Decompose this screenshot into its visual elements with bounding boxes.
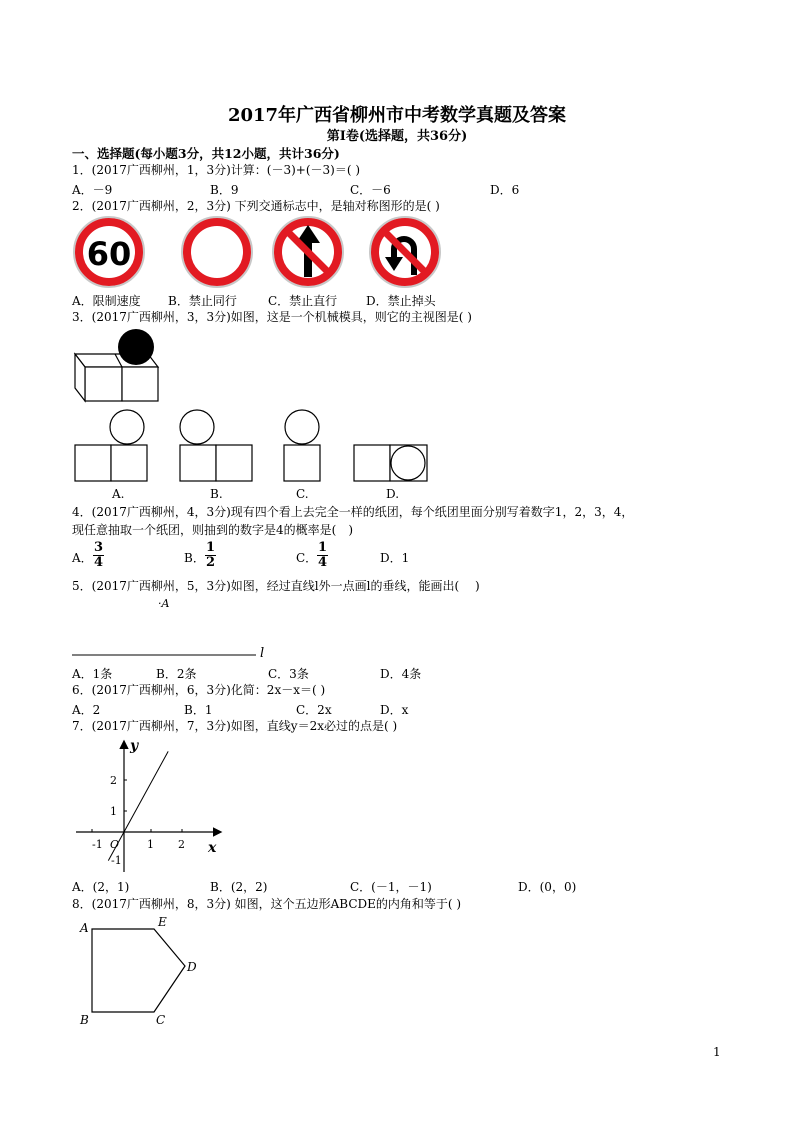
- q5-line-label: l: [260, 646, 265, 661]
- q1-option-d: D．6: [490, 183, 520, 197]
- part-subtitle: 第Ⅰ卷(选择题，共36分): [326, 129, 468, 144]
- no-straight-sign-icon: [273, 217, 343, 287]
- q4-option-c-label: C．: [296, 551, 318, 565]
- origin-label: O: [110, 838, 120, 851]
- y-tick-1: 1: [110, 805, 117, 818]
- q6-option-d: D．x: [380, 703, 409, 717]
- section-heading: 一、选择题(每小题3分，共12小题，共计36分): [72, 146, 340, 161]
- q5-option-d: D．4条: [380, 667, 422, 681]
- q5-option-c: C．3条: [268, 667, 309, 681]
- q4-option-b-label: B．: [184, 551, 205, 565]
- q2-option-d: D．禁止掉头: [366, 294, 436, 308]
- q7-option-c: C．(－1，－1): [350, 880, 432, 894]
- speed-limit-text: 60: [86, 235, 132, 273]
- q4-option-a-denominator: 4: [94, 555, 104, 570]
- q4-stem-line2: 现任意抽取一个纸团，则抽到的数字是4的概率是( ): [72, 523, 354, 537]
- q4-option-a-numerator: 3: [94, 540, 104, 555]
- q1-stem: 1．(2017广西柳州，1，3分)计算：(－3)+(－3)＝( ): [72, 163, 361, 177]
- vertex-c-label: C: [156, 1013, 166, 1027]
- no-vehicles-sign-icon: [182, 217, 252, 287]
- q2-option-b: B．禁止同行: [168, 294, 237, 308]
- q3-stem: 3．(2017广西柳州，3，3分)如图，这是一个机械模具，则它的主视图是( ): [72, 310, 472, 324]
- q5-option-b: B．2条: [156, 667, 197, 681]
- q4-option-b-numerator: 1: [206, 540, 216, 555]
- q4-option-c-numerator: 1: [318, 540, 328, 555]
- q7-stem: 7．(2017广西柳州，7，3分)如图，直线y＝2x必过的点是( ): [72, 719, 398, 733]
- q3-options-figures: [70, 405, 440, 485]
- q4-option-c-fraction: [317, 541, 328, 570]
- y-tick-2: 2: [110, 774, 117, 787]
- q6-option-c: C．2x: [296, 703, 332, 717]
- vertex-a-label: A: [80, 921, 89, 935]
- q3-option-c: C.: [296, 487, 309, 501]
- q7-option-b: B．(2，2): [210, 880, 268, 894]
- q6-stem: 6．(2017广西柳州，6，3分)化简：2x－x＝( ): [72, 683, 326, 697]
- page-title: 2017年广西省柳州市中考数学真题及答案: [227, 105, 567, 126]
- q2-option-a: A．限制速度: [72, 294, 141, 308]
- q5-stem: 5．(2017广西柳州，5，3分)如图，经过直线l外一点画l的垂线，能画出( ): [72, 579, 480, 593]
- x-tick-1: 1: [147, 838, 154, 851]
- q2-stem: 2．(2017广西柳州，2，3分) 下列交通标志中，是轴对称图形的是( ): [72, 199, 440, 213]
- y-tick-neg1: -1: [111, 854, 122, 867]
- x-axis-label: x: [208, 840, 217, 856]
- q7-option-d: D．(0，0): [518, 880, 577, 894]
- q6-option-a: A．2: [72, 703, 101, 717]
- y-axis-label: y: [130, 738, 139, 754]
- q7-coordinate-graph: [70, 734, 230, 874]
- vertex-d-label: D: [187, 960, 197, 974]
- q2-traffic-signs: [70, 215, 460, 291]
- q4-option-d: D．1: [380, 551, 410, 565]
- q4-option-b-denominator: 2: [206, 555, 216, 570]
- q8-pentagon-figure: [70, 912, 220, 1032]
- q4-option-a-label: A．: [72, 551, 93, 565]
- q7-option-a: A．(2，1): [72, 880, 130, 894]
- vertex-e-label: E: [158, 915, 167, 929]
- q2-option-c: C．禁止直行: [268, 294, 338, 308]
- q4-option-b-fraction: [205, 541, 216, 570]
- q6-option-b: B．1: [184, 703, 213, 717]
- speed-limit-sign-icon: [74, 217, 144, 287]
- q1-option-a: A．－9: [72, 183, 113, 197]
- x-tick-2: 2: [178, 838, 185, 851]
- q4-option-a-fraction: [93, 541, 104, 570]
- q3-option-d: D.: [386, 487, 400, 501]
- q3-mold-figure: [70, 326, 170, 406]
- q5-option-a: A．1条: [72, 667, 113, 681]
- no-u-turn-sign-icon: [370, 217, 440, 287]
- q1-option-c: C．－6: [350, 183, 391, 197]
- pentagon-abcde: [92, 929, 185, 1012]
- x-tick-neg1: -1: [92, 838, 103, 851]
- q8-stem: 8．(2017广西柳州，8，3分) 如图，这个五边形ABCDE的内角和等于( ): [72, 897, 462, 911]
- q4-stem-line1: 4．(2017广西柳州，4，3分)现有四个看上去完全一样的纸团，每个纸团里面分别写着数字1，2，3，4，: [72, 505, 634, 519]
- vertex-b-label: B: [80, 1013, 89, 1027]
- q3-option-a: A.: [112, 487, 125, 501]
- page-number: 1: [713, 1045, 721, 1059]
- q5-point-label: ·A: [158, 597, 170, 610]
- q4-option-c-denominator: 4: [318, 555, 328, 570]
- q5-line-figure: [70, 648, 270, 662]
- q1-option-b: B．9: [210, 183, 239, 197]
- q3-option-b: B.: [210, 487, 223, 501]
